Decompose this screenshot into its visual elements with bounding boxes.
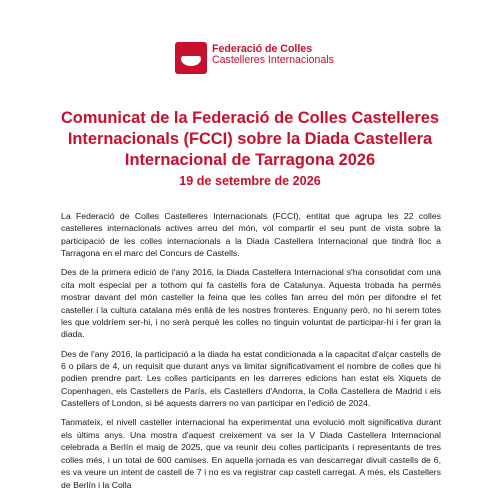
- header: [175, 42, 335, 78]
- federacio-logo-icon: [175, 42, 207, 74]
- paragraph: Tanmateix, el nivell casteller internacional ha experimentat una evolució molt significativa durant els últims anys. Una mostra d'aquest creixement va ser la V Diada Castellera Internacional celebrada a Berlín el maig de 2025, que va reunir deu colles participants i representants de tres colles més, i un total de 600 camises. En aquella jornada es van descarregar divuit castells de 6, es va veure un intent de castell de 7 i no es va registrar cap castell carregat. A més, els Castellers de Berlín i la Colla: [61, 417, 441, 490]
- document-body: [61, 210, 441, 498]
- brand-line-1: Federació de Colles: [212, 43, 313, 55]
- paragraph: Des de la primera edició de l'any 2016, la Diada Castellera Internacional s'ha consolidat com una cita molt especial per a tothom qui fa castells fora de Catalunya. Aquesta trobada ha permès mostrar davant del món casteller la feina que les colles fan arreu del món per difondre el fet casteller i la cultura catalana més enllà de les nostres fronteres. Enguany però, no hi serem totes les que voldríem ser-hi, i no serà perquè les colles no tinguin voluntat de participar-hi i fer gran la diada.: [61, 267, 441, 340]
- brand-name: [212, 44, 334, 66]
- paragraph: Des de l'any 2016, la participació a la diada ha estat condicionada a la capacitat d'alçar castells de 6 o pilars de 4, un requisit que durant anys va limitar significativament el nombre de colles que hi podien prendre part. Les colles participants en les darreres edicions han estat els Xiquets de Copenhagen, els Castellers de París, els Castellers d'Andorra, la Colla Castellera de Madrid i els Castellers of London, si bé aquests darrers no van participar en l'edició de 2024.: [61, 348, 441, 409]
- document-date: 19 de setembre de 2026: [179, 174, 321, 188]
- document-title: Comunicat de la Federació de Colles Castelleres Internacionals (FCCI) sobre la Diada Castellera Internacional de Tarragona 2026: [60, 109, 440, 169]
- brand-line-2: Castelleres Internacionals: [212, 54, 334, 67]
- paragraph: La Federació de Colles Castelleres Internacionals (FCCI), entitat que agrupa les 22 colles castelleres internacionals actives arreu del món, vol compartir el seu punt de vista sobre la participació de les colles internacionals a la Diada Castellera Internacional que tindrà lloc a Tarragona en el marc del Concurs de Castells.: [61, 211, 441, 259]
